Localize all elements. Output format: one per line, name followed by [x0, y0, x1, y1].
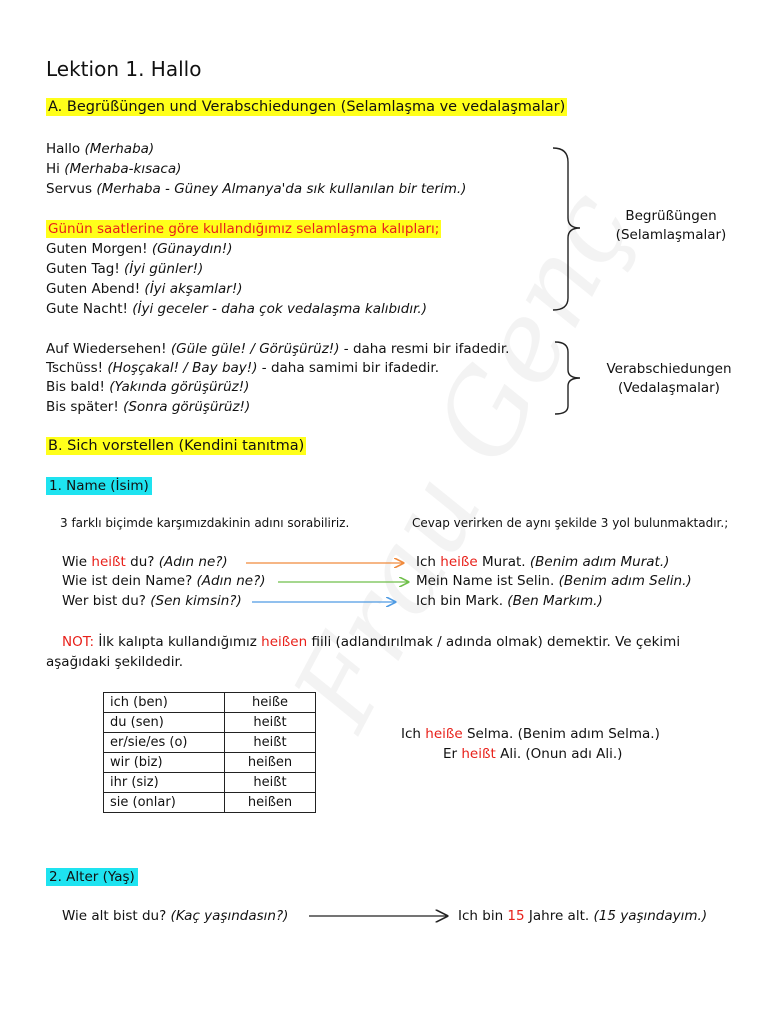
age-answer: Ich bin 15 Jahre alt. (15 yaşındayım.) [458, 908, 708, 924]
time-greeting-line: Gute Nacht! (İyi geceler - daha çok vedalaşma kalıbıdır.) [46, 301, 427, 317]
time-greeting-line: Guten Tag! (İyi günler!) [46, 261, 204, 277]
name-intro-right: Cevap verirken de aynı şekilde 3 yol bulunmaktadır.; [412, 516, 729, 530]
example-sentence: Er heißt Ali. (Onun adı Ali.) [443, 746, 623, 762]
name-question: Wie ist dein Name? (Adın ne?) [62, 573, 266, 589]
section-b-heading: B. Sich vorstellen (Kendini tanıtma) [48, 438, 305, 454]
greeting-line: Servus (Merhaba - Güney Almanya'da sık kullanılan bir terim.) [46, 181, 467, 197]
table-row: ihr (siz) heißt [104, 773, 316, 793]
time-greeting-line: Guten Abend! (İyi akşamlar!) [46, 281, 243, 297]
farewell-line: Bis bald! (Yakında görüşürüz!) [46, 379, 250, 395]
name-heading: 1. Name (İsim) [46, 477, 152, 496]
name-note-line2: aşağıdaki şekildedir. [46, 654, 184, 670]
time-greeting-line: Guten Morgen! (Günaydın!) [46, 241, 233, 257]
name-note: NOT: İlk kalıpta kullandığımız heißen fiili (adlandırılmak / adında olmak) demektir. Ve çekimi [62, 634, 681, 650]
farewells-label: Verabschiedungen (Vedalaşmalar) [606, 361, 732, 396]
name-intro-left: 3 farklı biçimde karşımızdakinin adını sorabiliriz. [60, 516, 350, 530]
table-row: er/sie/es (o) heißt [104, 733, 316, 753]
farewell-line: Auf Wiedersehen! (Güle güle! / Görüşürüz!) - daha resmi bir ifadedir. [46, 341, 510, 357]
greetings-label: Begrüßüngen (Selamlaşmalar) [615, 208, 727, 243]
section-a-heading: A. Begrüßüngen und Verabschiedungen (Selamlaşma ve vedalaşmalar) [48, 99, 566, 115]
brace-greetings [553, 148, 580, 310]
greeting-line: Hi (Merhaba-kısaca) [46, 161, 182, 177]
example-sentence: Ich heiße Selma. (Benim adım Selma.) [401, 726, 660, 742]
table-row: du (sen) heißt [104, 713, 316, 733]
farewell-line: Bis später! (Sonra görüşürüz!) [46, 399, 251, 415]
age-question: Wie alt bist du? (Kaç yaşındasın?) [62, 908, 289, 924]
name-question: Wie heißt du? (Adın ne?) [62, 554, 228, 570]
table-row: wir (biz) heißen [104, 753, 316, 773]
times-note: Günün saatlerine göre kullandığımız selamlaşma kalıpları; [48, 221, 440, 237]
age-heading: 2. Alter (Yaş) [46, 868, 138, 887]
farewell-line: Tschüss! (Hoşçakal! / Bay bay!) - daha samimi bir ifadedir. [46, 360, 440, 376]
table-row: ich (ben) heiße [104, 693, 316, 713]
name-answer: Mein Name ist Selin. (Benim adım Selin.) [416, 573, 692, 589]
page-title: Lektion 1. Hallo [46, 57, 202, 81]
table-row: sie (onlar) heißen [104, 793, 316, 813]
greeting-line: Hallo (Merhaba) [46, 141, 155, 157]
brace-farewells [555, 342, 580, 414]
name-answer: Ich heiße Murat. (Benim adım Murat.) [416, 554, 670, 570]
name-question: Wer bist du? (Sen kimsin?) [62, 593, 242, 609]
name-answer: Ich bin Mark. (Ben Markım.) [416, 593, 603, 609]
